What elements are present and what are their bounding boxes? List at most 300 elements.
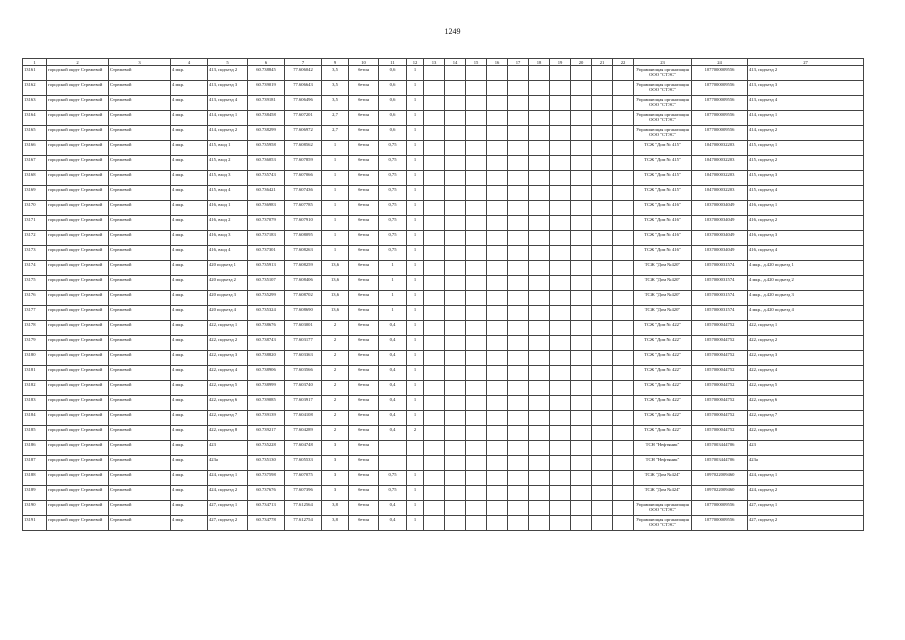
table-cell: ТСЖ "Дом № 422"	[634, 426, 692, 441]
table-cell: 4 мкр.	[171, 291, 208, 306]
table-cell	[550, 441, 571, 456]
table-cell: 424, подъезд 2	[208, 486, 248, 501]
table-cell: 4 мкр.	[171, 306, 208, 321]
table-cell: 422, подъезд 2	[208, 336, 248, 351]
table-row	[23, 261, 864, 276]
table-cell: 60.737183	[248, 231, 285, 246]
table-cell	[571, 351, 592, 366]
table-cell: 1	[407, 291, 424, 306]
table-cell: 415, подъезд 1	[748, 141, 864, 156]
table-cell: городской округ Стрежевой	[47, 156, 109, 171]
table-cell: 13161	[23, 66, 47, 81]
table-cell: 1077000009556	[692, 96, 748, 111]
table-cell: городской округ Стрежевой	[47, 381, 109, 396]
table-cell: Стрежевой	[109, 366, 171, 381]
table-cell: 4 мкр.	[171, 321, 208, 336]
table-cell: 0,4	[379, 366, 407, 381]
table-cell: ТСЖ "Дом № 422"	[634, 396, 692, 411]
table-cell	[487, 111, 508, 126]
table-cell	[424, 141, 445, 156]
table-cell: Стрежевой	[109, 246, 171, 261]
table-cell: 422, подъезд 3	[208, 351, 248, 366]
table-cell	[508, 336, 529, 351]
table-cell: 77.607066	[285, 171, 322, 186]
table-cell	[487, 66, 508, 81]
column-header: 9	[322, 59, 349, 66]
table-cell: 1	[322, 216, 349, 231]
table-cell: 4 мкр.	[171, 66, 208, 81]
table-row	[23, 471, 864, 486]
table-cell: 77.608095	[285, 231, 322, 246]
table-cell: 13177	[23, 306, 47, 321]
table-cell: 60.737676	[248, 486, 285, 501]
table-cell	[592, 426, 613, 441]
table-cell: 60.739181	[248, 96, 285, 111]
table-cell: ТСЖ "Дом № 415"	[634, 141, 692, 156]
table-cell: бетон	[349, 381, 379, 396]
table-cell: ТСЖ "Дом №420"	[634, 276, 692, 291]
table-cell	[445, 441, 466, 456]
table-cell	[571, 96, 592, 111]
table-cell: 1	[407, 81, 424, 96]
table-cell: 60.735743	[248, 171, 285, 186]
column-header: 6	[248, 59, 285, 66]
table-cell	[592, 336, 613, 351]
table-cell	[613, 366, 634, 381]
table-cell	[613, 126, 634, 141]
table-cell	[445, 231, 466, 246]
table-cell	[550, 366, 571, 381]
table-cell: 60.735913	[248, 261, 285, 276]
table-cell	[445, 306, 466, 321]
table-cell: 416, подъезд 4	[748, 246, 864, 261]
table-cell	[592, 216, 613, 231]
table-cell: 1047000032203	[692, 186, 748, 201]
table-cell	[508, 276, 529, 291]
table-cell	[571, 201, 592, 216]
table-cell: бетон	[349, 96, 379, 111]
table-cell	[592, 261, 613, 276]
table-cell	[613, 516, 634, 531]
table-cell: 4 мкр.	[171, 501, 208, 516]
table-cell: 77.607075	[285, 471, 322, 486]
table-cell: 414, подъезд 1	[748, 111, 864, 126]
table-cell	[529, 366, 550, 381]
table-cell: 0,4	[379, 516, 407, 531]
table-cell	[592, 411, 613, 426]
table-cell: 422, подъезд 2	[748, 336, 864, 351]
table-cell: 77.607785	[285, 201, 322, 216]
table-cell	[445, 321, 466, 336]
table-cell	[550, 501, 571, 516]
table-cell: Стрежевой	[109, 306, 171, 321]
table-cell: ТСЖ "Дом №420"	[634, 261, 692, 276]
table-cell	[529, 81, 550, 96]
table-cell: 77.607436	[285, 186, 322, 201]
table-cell	[466, 366, 487, 381]
table-cell: Стрежевой	[109, 426, 171, 441]
table-cell	[424, 471, 445, 486]
table-row	[23, 201, 864, 216]
table-cell: 60.736053	[248, 156, 285, 171]
table-cell: 4 мкр.	[171, 186, 208, 201]
table-cell: 422, подъезд 4	[748, 366, 864, 381]
table-cell	[529, 276, 550, 291]
table-cell	[508, 96, 529, 111]
table-cell: 13165	[23, 126, 47, 141]
table-cell: 4 мкр.	[171, 96, 208, 111]
table-cell	[550, 216, 571, 231]
table-cell: 77.603363	[285, 351, 322, 366]
table-cell: городской округ Стрежевой	[47, 201, 109, 216]
table-cell: Стрежевой	[109, 141, 171, 156]
table-cell: 77.608562	[285, 141, 322, 156]
table-cell	[487, 186, 508, 201]
table-cell	[592, 201, 613, 216]
table-cell	[508, 291, 529, 306]
table-cell	[508, 351, 529, 366]
table-cell: 1	[407, 156, 424, 171]
table-cell: 422, подъезд 1	[748, 321, 864, 336]
table-cell: Управляющая организация ООО "СТЭС"	[634, 516, 692, 531]
table-cell: 0,6	[379, 96, 407, 111]
table-cell: городской округ Стрежевой	[47, 111, 109, 126]
table-cell: 60.735958	[248, 141, 285, 156]
table-cell	[613, 336, 634, 351]
table-cell: 1	[407, 351, 424, 366]
table-cell	[613, 186, 634, 201]
table-cell	[529, 156, 550, 171]
table-cell: 427, подъезд 2	[208, 516, 248, 531]
table-cell: 13169	[23, 186, 47, 201]
table-cell: бетон	[349, 111, 379, 126]
table-cell: 1	[407, 321, 424, 336]
table-cell	[424, 306, 445, 321]
table-cell: городской округ Стрежевой	[47, 441, 109, 456]
table-cell	[592, 486, 613, 501]
table-cell	[508, 261, 529, 276]
table-cell	[466, 81, 487, 96]
table-cell: 4 мкр.	[171, 336, 208, 351]
table-row	[23, 96, 864, 111]
table-cell	[445, 186, 466, 201]
table-cell	[529, 261, 550, 276]
table-cell: Стрежевой	[109, 411, 171, 426]
table-cell: 77.604289	[285, 426, 322, 441]
column-header: 3	[109, 59, 171, 66]
table-cell	[571, 411, 592, 426]
table-cell	[592, 171, 613, 186]
table-cell	[508, 321, 529, 336]
table-cell	[466, 246, 487, 261]
table-cell	[550, 141, 571, 156]
table-cell: 13171	[23, 216, 47, 231]
table-cell	[529, 501, 550, 516]
table-cell: 13183	[23, 396, 47, 411]
table-cell	[592, 351, 613, 366]
table-cell: 60.739085	[248, 396, 285, 411]
table-cell	[445, 486, 466, 501]
table-cell: 60.738906	[248, 366, 285, 381]
table-body	[23, 66, 864, 531]
table-cell: бетон	[349, 246, 379, 261]
table-cell: городской округ Стрежевой	[47, 516, 109, 531]
table-cell	[571, 486, 592, 501]
table-cell	[592, 96, 613, 111]
table-cell: Стрежевой	[109, 231, 171, 246]
table-cell	[487, 456, 508, 471]
table-cell: 1	[322, 246, 349, 261]
table-cell: 3,5	[322, 66, 349, 81]
table-cell	[592, 471, 613, 486]
table-cell: Стрежевой	[109, 216, 171, 231]
table-cell	[592, 321, 613, 336]
table-cell: городской округ Стрежевой	[47, 336, 109, 351]
table-cell: городской округ Стрежевой	[47, 321, 109, 336]
table-cell	[466, 471, 487, 486]
table-cell: бетон	[349, 306, 379, 321]
table-cell	[550, 381, 571, 396]
table-cell	[424, 516, 445, 531]
table-cell: 427, подъезд 1	[208, 501, 248, 516]
table-cell	[592, 456, 613, 471]
table-cell: 13181	[23, 366, 47, 381]
table-cell	[550, 321, 571, 336]
table-cell	[466, 156, 487, 171]
table-cell: ТСЖ "Дом № 422"	[634, 366, 692, 381]
table-cell: 4 мкр., д.420 подъезд 1	[748, 261, 864, 276]
table-cell: 13167	[23, 156, 47, 171]
column-header: 20	[571, 59, 592, 66]
table-cell: 60.737301	[248, 246, 285, 261]
table-cell: 4 мкр.	[171, 126, 208, 141]
table-cell: 60.738299	[248, 126, 285, 141]
column-header: 21	[592, 59, 613, 66]
table-cell: Стрежевой	[109, 111, 171, 126]
table-cell	[487, 336, 508, 351]
table-cell	[529, 396, 550, 411]
table-cell	[529, 231, 550, 246]
table-cell: городской округ Стрежевой	[47, 126, 109, 141]
table-cell: городской округ Стрежевой	[47, 396, 109, 411]
table-cell: ТСЖ "Дом № 422"	[634, 321, 692, 336]
table-cell: ТСЖ "Дом №420"	[634, 291, 692, 306]
table-cell	[508, 81, 529, 96]
table-cell	[424, 366, 445, 381]
table-cell: 60.739217	[248, 426, 285, 441]
table-cell: городской округ Стрежевой	[47, 96, 109, 111]
table-cell	[466, 381, 487, 396]
table-cell: ТСЖ "Дом № 415"	[634, 156, 692, 171]
table-cell: 1	[407, 171, 424, 186]
table-cell	[550, 156, 571, 171]
column-header: 27	[748, 59, 864, 66]
table-cell	[445, 111, 466, 126]
table-cell: 416, подъезд 2	[748, 216, 864, 231]
table-cell: 3,8	[322, 516, 349, 531]
table-cell: 1	[379, 261, 407, 276]
table-cell: ТСЖ "Дом № 415"	[634, 186, 692, 201]
table-cell: бетон	[349, 486, 379, 501]
column-header: 4	[171, 59, 208, 66]
table-cell: Управляющая организация ООО "СТЭС"	[634, 126, 692, 141]
table-cell: 1077000009556	[692, 516, 748, 531]
table-cell: 2	[322, 381, 349, 396]
table-cell: 0,6	[379, 81, 407, 96]
table-row	[23, 381, 864, 396]
column-header: 12	[407, 59, 424, 66]
table-cell: 4 мкр.	[171, 201, 208, 216]
table-cell: 4 мкр.	[171, 516, 208, 531]
table-cell: Стрежевой	[109, 81, 171, 96]
table-cell	[424, 336, 445, 351]
table-cell: 4 мкр.	[171, 381, 208, 396]
table-cell: 60.739019	[248, 81, 285, 96]
table-cell: 1037000034049	[692, 246, 748, 261]
table-cell: 4 мкр.	[171, 261, 208, 276]
table-cell	[424, 111, 445, 126]
table-cell	[571, 111, 592, 126]
column-header: 5	[208, 59, 248, 66]
table-cell	[592, 186, 613, 201]
table-cell: 416, вход 2	[208, 216, 248, 231]
table-cell: 77.606972	[285, 126, 322, 141]
table-cell: Управляющая организация ООО "СТЭС"	[634, 66, 692, 81]
table-cell	[487, 471, 508, 486]
table-cell: городской округ Стрежевой	[47, 351, 109, 366]
table-cell	[445, 96, 466, 111]
table-cell	[445, 501, 466, 516]
table-cell: 0,4	[379, 381, 407, 396]
table-cell: 4 мкр.	[171, 171, 208, 186]
table-cell	[487, 261, 508, 276]
table-cell	[424, 351, 445, 366]
table-cell: 415, подъезд 4	[748, 186, 864, 201]
table-cell: 0,75	[379, 216, 407, 231]
table-cell	[571, 516, 592, 531]
table-cell	[613, 501, 634, 516]
table-cell	[550, 111, 571, 126]
table-cell: 60.735299	[248, 291, 285, 306]
table-cell	[466, 441, 487, 456]
table-cell: Стрежевой	[109, 96, 171, 111]
table-cell: городской округ Стрежевой	[47, 186, 109, 201]
table-cell: бетон	[349, 201, 379, 216]
table-cell	[487, 141, 508, 156]
table-cell	[508, 231, 529, 246]
table-cell	[613, 171, 634, 186]
table-cell	[445, 471, 466, 486]
table-cell	[529, 381, 550, 396]
table-cell	[508, 366, 529, 381]
table-cell	[571, 246, 592, 261]
table-row	[23, 516, 864, 531]
table-cell: 4 мкр.	[171, 216, 208, 231]
table-cell: Управляющая организация ООО "СТЭС"	[634, 81, 692, 96]
table-cell	[466, 141, 487, 156]
table-cell: 1	[407, 126, 424, 141]
table-cell: 0,6	[379, 111, 407, 126]
table-cell: 1077000009556	[692, 501, 748, 516]
table-cell: 2	[322, 411, 349, 426]
table-cell	[508, 486, 529, 501]
table-cell: 60.737079	[248, 216, 285, 231]
table-cell	[592, 396, 613, 411]
table-cell: 4 мкр.	[171, 81, 208, 96]
table-cell	[445, 171, 466, 186]
column-header: 17	[508, 59, 529, 66]
table-cell: Стрежевой	[109, 336, 171, 351]
table-cell: 77.603740	[285, 381, 322, 396]
table-cell	[424, 216, 445, 231]
table-cell: 1037000034049	[692, 216, 748, 231]
table-cell: ТСЖ "Дом № 422"	[634, 351, 692, 366]
table-cell: бетон	[349, 81, 379, 96]
table-cell: 1	[407, 66, 424, 81]
table-cell: 13191	[23, 516, 47, 531]
table-cell: 4 мкр.	[171, 276, 208, 291]
table-cell	[508, 381, 529, 396]
table-cell	[466, 201, 487, 216]
table-cell: бетон	[349, 171, 379, 186]
table-cell	[613, 291, 634, 306]
table-cell	[571, 66, 592, 81]
table-row	[23, 276, 864, 291]
table-cell: 77.603177	[285, 336, 322, 351]
table-cell: 77.608702	[285, 291, 322, 306]
table-cell: городской округ Стрежевой	[47, 66, 109, 81]
table-cell: 77.612754	[285, 516, 322, 531]
table-cell	[445, 291, 466, 306]
table-cell	[571, 216, 592, 231]
table-cell	[571, 306, 592, 321]
table-cell: 0,4	[379, 336, 407, 351]
column-header: 2	[47, 59, 109, 66]
table-cell	[529, 126, 550, 141]
table-cell: 1097022009460	[692, 471, 748, 486]
table-cell: бетон	[349, 321, 379, 336]
table-cell	[466, 96, 487, 111]
table-cell: бетон	[349, 141, 379, 156]
table-cell	[613, 441, 634, 456]
table-cell: 422, подъезд 6	[748, 396, 864, 411]
table-cell: 77.607201	[285, 111, 322, 126]
table-cell: 77.608259	[285, 261, 322, 276]
table-cell	[466, 216, 487, 231]
table-cell	[445, 276, 466, 291]
table-cell	[466, 501, 487, 516]
table-cell: бетон	[349, 411, 379, 426]
table-row	[23, 321, 864, 336]
table-row	[23, 81, 864, 96]
table-cell	[487, 351, 508, 366]
table-cell: 1047000032203	[692, 141, 748, 156]
table-cell: 13166	[23, 141, 47, 156]
table-cell	[613, 276, 634, 291]
table-cell	[424, 156, 445, 171]
table-cell: городской округ Стрежевой	[47, 411, 109, 426]
table-cell: 13175	[23, 276, 47, 291]
table-cell: городской округ Стрежевой	[47, 291, 109, 306]
table-cell: бетон	[349, 426, 379, 441]
table-cell	[466, 126, 487, 141]
table-cell	[571, 501, 592, 516]
table-cell: 13180	[23, 351, 47, 366]
table-cell	[445, 381, 466, 396]
table-cell: 77.606643	[285, 81, 322, 96]
table-cell: 422, подъезд 8	[208, 426, 248, 441]
table-cell: 77.605533	[285, 456, 322, 471]
